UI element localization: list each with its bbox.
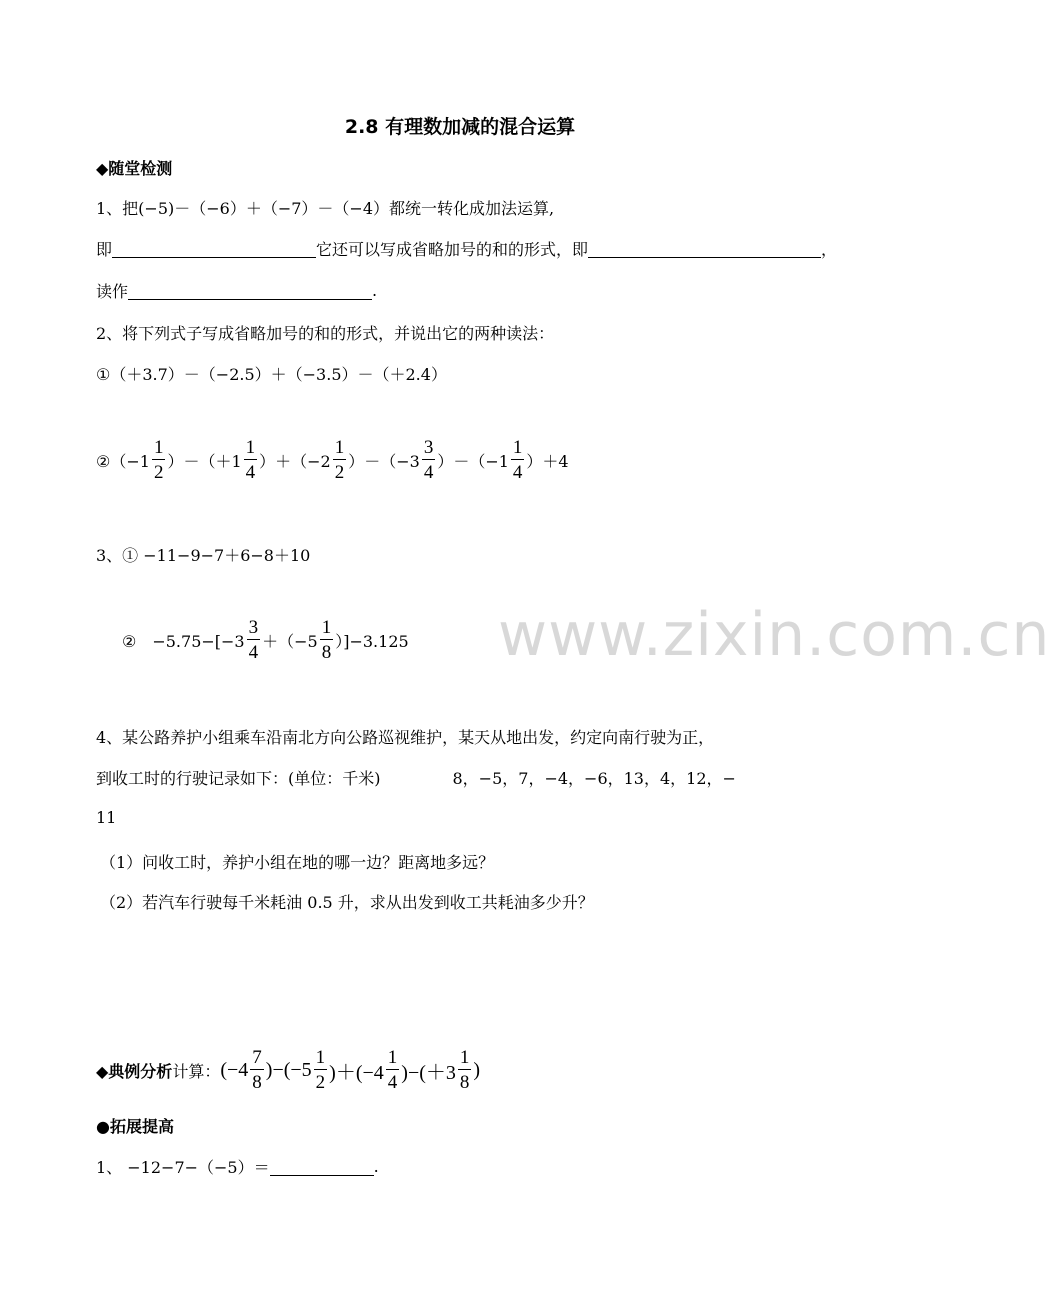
q2-item2-text: ）＋（−2 — [259, 451, 331, 471]
q4-line2-prefix: 到收工时的行驶记录如下：(单位：千米) — [96, 769, 381, 788]
q2-item2-text: ）－（−3 — [348, 451, 420, 471]
q4-sub1: （1）问收工时，养护小组在地的哪一边？距离地多远？ — [100, 853, 495, 872]
fraction — [422, 438, 436, 482]
fraction-numerator: 1 — [387, 1047, 398, 1068]
q2-item2-text: ）－（−1 — [437, 451, 509, 471]
fraction-numerator: 1 — [153, 437, 164, 458]
section-heading-practice: ◆随堂检测 — [96, 159, 173, 178]
q1-line2-middle: 它还可以写成省略加号的和的形式，即 — [316, 240, 589, 259]
q1-line1: 1、把(−5)－（−6）＋（−7）－（−4）都统一转化成加法运算, — [96, 199, 555, 218]
fraction-denominator: 4 — [244, 459, 258, 482]
section-heading-extension: ●拓展提高 — [96, 1117, 174, 1136]
page-title: 2.8 有理数加减的混合运算 — [344, 116, 576, 138]
section-heading-example: ◆典例分析 — [96, 1061, 173, 1081]
fraction-denominator: 4 — [386, 1069, 400, 1092]
q3-item2 — [122, 618, 409, 662]
fraction — [152, 438, 166, 482]
q2-item2-text: ②（−1 — [96, 451, 150, 471]
example-text: )−(＋3 — [401, 1061, 456, 1084]
fraction-numerator: 1 — [321, 617, 332, 638]
fraction-denominator: 2 — [152, 459, 166, 482]
example-text: (−4 — [220, 1058, 249, 1081]
q2-item2 — [96, 438, 569, 482]
ext-q1-period: . — [373, 1157, 379, 1176]
fraction-numerator: 3 — [248, 617, 259, 638]
q1-blank-addition-form[interactable] — [112, 239, 316, 258]
fraction-denominator: 8 — [458, 1069, 472, 1092]
fraction — [511, 438, 525, 482]
fraction — [333, 438, 347, 482]
q1-blank-reading[interactable] — [128, 281, 372, 300]
fraction — [386, 1048, 400, 1092]
q2-intro: 2、将下列式子写成省略加号的和的形式，并说出它的两种读法： — [96, 324, 555, 343]
q1-line2-comma: ， — [821, 240, 838, 259]
fraction — [314, 1048, 328, 1092]
q1-line2 — [96, 237, 837, 260]
example-label: 计算： — [172, 1061, 221, 1081]
ext-q1 — [96, 1155, 379, 1178]
q2-item2-text: ）－（＋1 — [167, 451, 242, 471]
q4-sub2: （2）若汽车行驶每千米耗油 0.5 升，求从出发到收工共耗油多少升？ — [100, 893, 594, 912]
q1-blank-omitted-plus-form[interactable] — [588, 239, 821, 258]
fraction-numerator: 1 — [334, 437, 345, 458]
q1-line2-prefix: 即 — [96, 240, 113, 259]
fraction-denominator: 8 — [250, 1069, 264, 1092]
q1-line3-period: . — [372, 281, 378, 300]
q1-line3 — [96, 279, 377, 302]
fraction-numerator: 1 — [512, 437, 523, 458]
fraction-numerator: 1 — [245, 437, 256, 458]
watermark: www.zixin.com.cn — [498, 600, 1050, 670]
ext-q1-text: 1、 −12−7−（−5）＝ — [96, 1158, 270, 1177]
q4-line3: 11 — [96, 808, 117, 827]
fraction-numerator: 1 — [315, 1047, 326, 1068]
fraction-denominator: 4 — [511, 459, 525, 482]
q3-item1: 3、① −11−9−7＋6−8＋10 — [96, 546, 311, 565]
fraction-denominator: 4 — [247, 639, 261, 662]
example-text: ) — [473, 1058, 481, 1081]
fraction — [458, 1048, 472, 1092]
q2-item2-text: ）＋4 — [526, 451, 569, 471]
q3-item2-text: ② −5.75−[−3 — [122, 631, 245, 651]
fraction-numerator: 1 — [459, 1047, 470, 1068]
fraction — [247, 618, 261, 662]
ext-q1-answer-blank[interactable] — [270, 1157, 374, 1176]
fraction-denominator: 8 — [320, 639, 334, 662]
fraction-denominator: 2 — [314, 1069, 328, 1092]
example-analysis — [96, 1048, 480, 1092]
example-text: )−(−5 — [265, 1058, 312, 1081]
q4-line1: 4、某公路养护小组乘车沿南北方向公路巡视维护，某天从地出发，约定向南行驶为正， — [96, 728, 715, 747]
fraction-numerator: 7 — [252, 1047, 262, 1068]
fraction-denominator: 2 — [333, 459, 347, 482]
fraction — [250, 1048, 264, 1092]
q3-item2-text: ）]−3.125 — [335, 631, 409, 651]
fraction-numerator: 3 — [423, 437, 434, 458]
fraction — [320, 618, 334, 662]
q1-line3-prefix: 读作 — [96, 282, 129, 301]
fraction-denominator: 4 — [422, 459, 436, 482]
q2-item1: ①（＋3.7）－（−2.5）＋（−3.5）－（＋2.4） — [96, 365, 447, 384]
fraction — [244, 438, 258, 482]
example-text: )＋(−4 — [329, 1061, 384, 1084]
q3-item2-text: ＋（−5 — [262, 631, 318, 651]
q4-line2 — [96, 766, 736, 789]
q4-data-values: 8，−5，7，−4，−6，13，4，12，− — [452, 769, 736, 788]
